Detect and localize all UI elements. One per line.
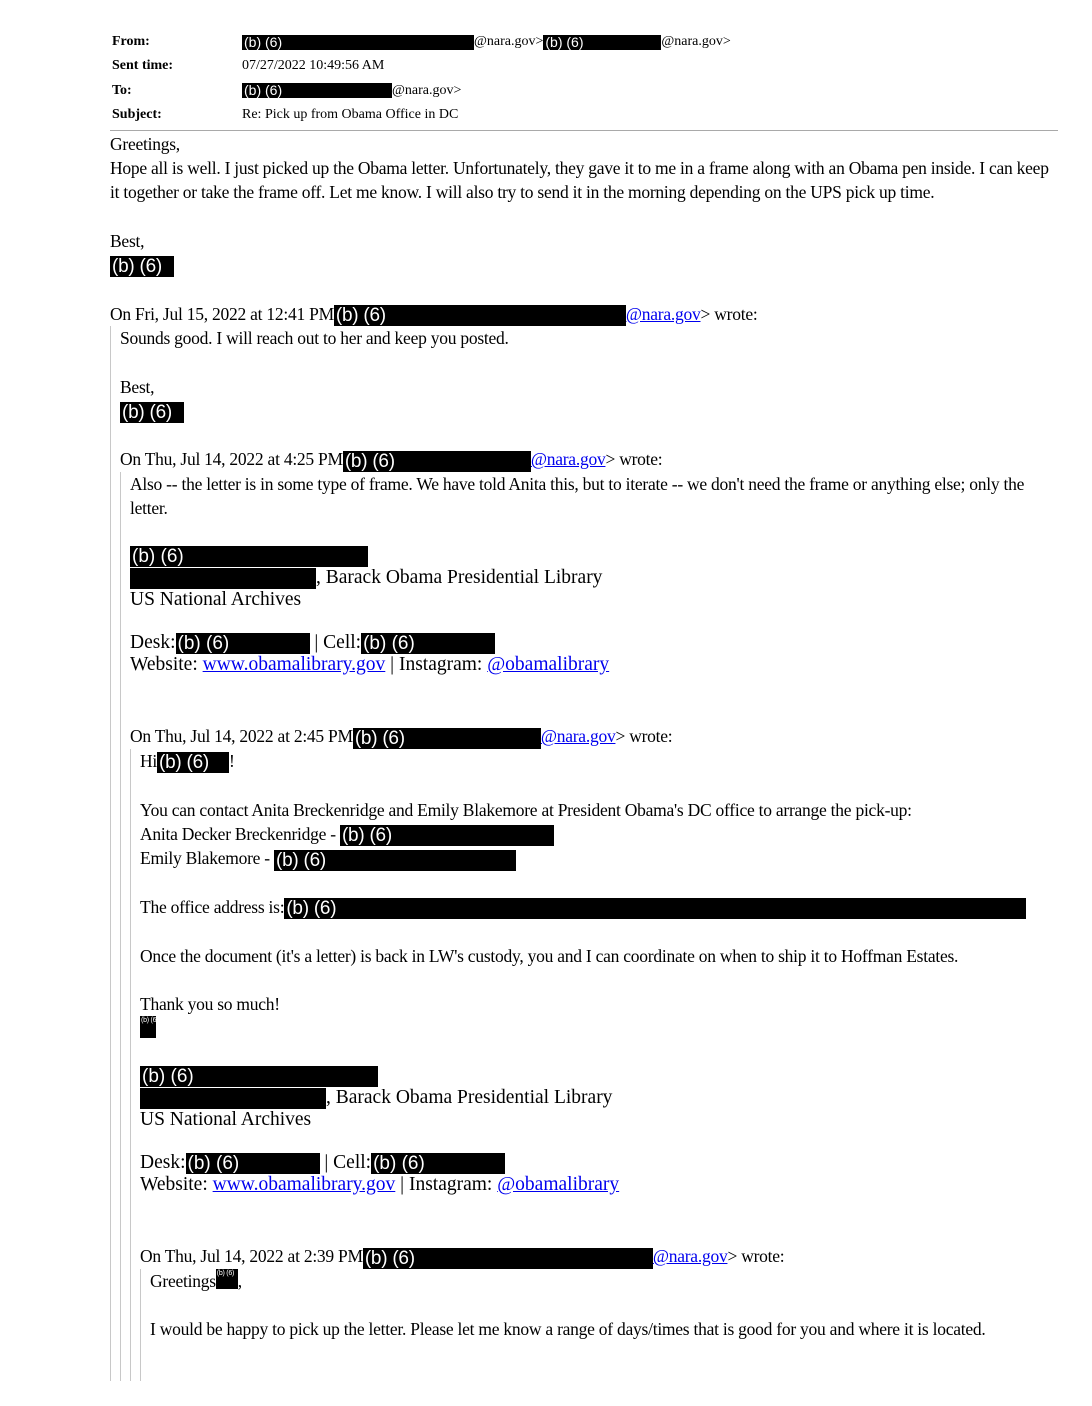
redaction-box: (b) (6): [140, 1066, 378, 1087]
quote-block: [130, 749, 1070, 1382]
redaction-box: (b) (6): [274, 850, 516, 871]
redaction-box: (b) (6): [371, 1153, 505, 1174]
signature-archives: US National Archives: [130, 588, 302, 610]
redaction-box: (b) (6): [363, 1248, 653, 1269]
signature-block: [140, 1065, 1070, 1196]
email-body: [110, 132, 1070, 1381]
office-address: The office address is: (b) (6): [140, 895, 1070, 919]
redaction-box: (b) (6): [140, 1016, 156, 1038]
sent-time: 07/27/2022 10:49:56 AM: [242, 58, 385, 74]
quote-header: On Thu, Jul 14, 2022 at 4:25 PM (b) (6) @nara.gov> wrote:: [120, 449, 663, 472]
website-link[interactable]: www.obamalibrary.gov: [202, 654, 386, 676]
redaction-box: (b) (6): [216, 1269, 238, 1289]
redaction-box: (b) (6): [242, 83, 392, 98]
message-text: Once the document (it's a letter) is back in LW's custody, you and I can coordinate on when to ship it to Hoffman Estates.: [140, 945, 959, 966]
redaction-box: (b) (6): [340, 825, 554, 846]
quote-block: [120, 472, 1070, 1382]
redaction-box: [140, 1088, 326, 1109]
from-domain: @nara.gov>: [661, 34, 731, 50]
contact-emily: Emily Blakemore - (b) (6): [140, 846, 1070, 870]
message-text: Greetings(b) (6) ,: [150, 1269, 242, 1291]
header-divider: [110, 130, 1058, 131]
from-label: From:: [112, 34, 150, 50]
instagram-link[interactable]: @obamalibrary: [497, 1174, 620, 1196]
email-link[interactable]: @nara.gov: [530, 449, 606, 470]
email-header: [112, 30, 1058, 127]
signature-phones: Desk: (b) (6) | Cell: (b) (6): [130, 632, 1070, 654]
from-row: [112, 30, 1058, 54]
email-link[interactable]: @nara.gov: [652, 1246, 728, 1267]
message-text: I would be happy to pick up the letter. Please let me know a range of days/times that is good for you and where it is located.: [150, 1319, 986, 1340]
closing: Best,: [110, 230, 145, 251]
quote-block: [140, 1269, 1070, 1382]
message-text: You can contact Anita Breckenridge and Emily Blakemore at President Obama's DC office to arrange the pick-up:: [140, 799, 912, 820]
to-row: [112, 79, 1058, 103]
website-link[interactable]: www.obamalibrary.gov: [212, 1174, 396, 1196]
message-text: Sounds good. I will reach out to her and keep you posted.: [120, 328, 509, 349]
redaction-box: (b) (6): [242, 35, 474, 50]
email-link[interactable]: @nara.gov: [625, 303, 701, 324]
redaction-box: (b) (6): [284, 898, 1026, 919]
subject-label: Subject:: [112, 107, 162, 123]
signature-links: Website: www.obamalibrary.gov | Instagram: @obamalibrary: [140, 1174, 620, 1196]
subject-row: [112, 103, 1058, 127]
instagram-link[interactable]: @obamalibrary: [487, 654, 610, 676]
email-link[interactable]: @nara.gov: [540, 726, 616, 747]
redaction-box: (b) (6): [334, 305, 626, 326]
sent-row: [112, 54, 1058, 78]
from-domain: @nara.gov>: [474, 34, 544, 50]
signature-org: , Barack Obama Presidential Library: [316, 566, 603, 588]
redaction-box: (b) (6): [343, 451, 531, 472]
subject: Re: Pick up from Obama Office in DC: [242, 107, 459, 123]
quote-header: On Thu, Jul 14, 2022 at 2:39 PM (b) (6) @nara.gov> wrote:: [140, 1246, 785, 1269]
redaction-box: [130, 568, 316, 589]
to-domain: @nara.gov>: [392, 82, 462, 98]
redaction-box: (b) (6): [130, 546, 368, 567]
message-text: Hope all is well. I just picked up the Obama letter. Unfortunately, they gave it to me in a frame along with an Obama pen inside. I can keep it together or take the frame off. Let me know. I will also try to send it in the morning depending on the UPS pick up time.: [110, 158, 1049, 203]
redaction-box: (b) (6): [120, 402, 184, 423]
quote-header: On Thu, Jul 14, 2022 at 2:45 PM (b) (6) @nara.gov> wrote:: [130, 726, 673, 749]
redaction-box: (b) (6): [186, 1153, 320, 1174]
closing: Best,: [120, 376, 155, 397]
redaction-box: (b) (6): [157, 752, 229, 773]
quote-block: [110, 326, 1070, 1381]
sent-label: Sent time:: [112, 58, 174, 74]
redaction-box: (b) (6): [353, 728, 541, 749]
contact-anita: Anita Decker Breckenridge - (b) (6): [140, 822, 1070, 846]
redaction-box: (b) (6): [110, 256, 174, 277]
signature-phones: Desk: (b) (6) | Cell: (b) (6): [140, 1152, 1070, 1174]
greeting: Greetings,: [110, 134, 180, 154]
signature-block: [130, 545, 1070, 676]
signature-archives: US National Archives: [140, 1108, 312, 1130]
signature-links: Website: www.obamalibrary.gov | Instagram: @obamalibrary: [130, 654, 610, 676]
quote-header: On Fri, Jul 15, 2022 at 12:41 PM (b) (6) @nara.gov> wrote:: [110, 303, 758, 327]
message-text: Thank you so much!: [140, 993, 280, 1014]
message-text: Hi (b) (6) !: [140, 750, 235, 774]
redaction-box: (b) (6): [361, 633, 495, 654]
to-label: To:: [112, 82, 132, 98]
signature-org: , Barack Obama Presidential Library: [326, 1086, 613, 1108]
redaction-box: (b) (6): [176, 633, 310, 654]
redaction-box: (b) (6): [543, 35, 661, 50]
message-text: Also -- the letter is in some type of frame. We have told Anita this, but to iterate -- we don't need the frame or anything else; only the letter.: [130, 473, 1025, 519]
